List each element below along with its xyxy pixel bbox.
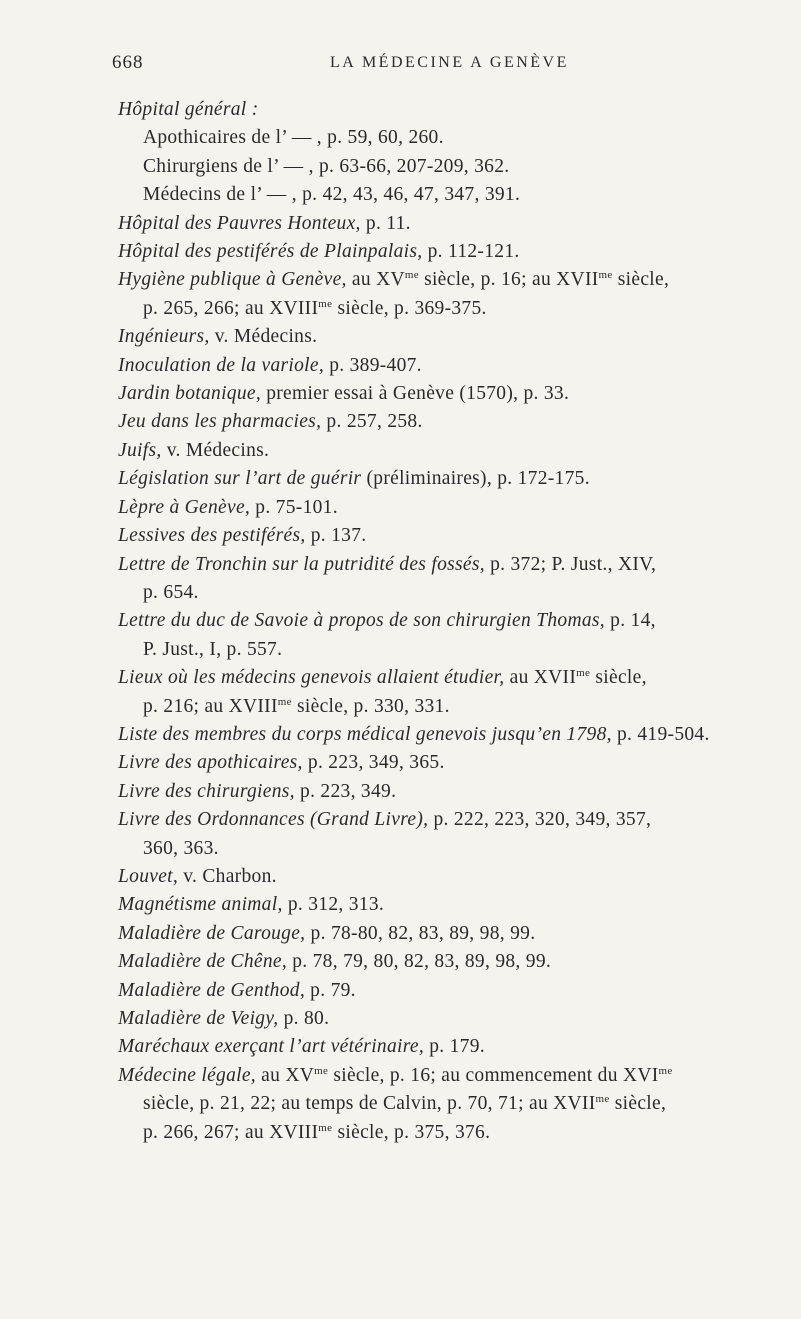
page-number: 668: [112, 52, 144, 73]
index-entry: [118, 607, 768, 664]
index-subentry: [118, 181, 768, 209]
index-entry: [118, 948, 768, 976]
index-entry: [118, 920, 768, 948]
index-entry: [118, 465, 768, 493]
index-entry: [118, 551, 768, 608]
index-entry: [118, 437, 768, 465]
index-entry: [118, 210, 768, 238]
index-entry: [118, 494, 768, 522]
entry-heading: Inoculation de la variole,: [118, 354, 325, 376]
entry-heading: Jardin botanique,: [118, 383, 262, 405]
entry-references: p. 312, 313.: [282, 894, 385, 916]
entry-heading: Maladière de Chêne,: [118, 951, 288, 973]
entry-heading: Lettre de Tronchin sur la putridité des fossés,: [118, 553, 485, 575]
index-subentry: [118, 153, 768, 181]
entry-references: p. 389-407.: [324, 354, 422, 376]
entry-heading: Hôpital des Pauvres Honteux,: [118, 212, 361, 234]
entry-references: p. 179.: [424, 1036, 485, 1058]
running-title: LA MÉDECINE A GENÈVE: [330, 54, 569, 71]
entry-references: p. 11.: [360, 212, 411, 234]
entry-heading: Juifs,: [118, 439, 162, 461]
entry-heading: Magnétisme animal,: [118, 894, 283, 916]
entry-continuation: p. 266, 267; au $XVIII^{me}$ siècle, p. 375, 376.: [143, 1121, 491, 1143]
entry-heading: Législation sur l’art de guérir: [118, 468, 362, 490]
page-header: [112, 52, 752, 76]
index-entry: [118, 977, 768, 1005]
entry-continuation: siècle, p. 21, 22; au temps de Calvin, p. 70, 71; au $XVII^{me}$ siècle,: [143, 1093, 667, 1115]
index-entry: [118, 380, 768, 408]
entry-heading: Lieux où les médecins genevois allaient étudier,: [118, 667, 505, 689]
index-entries: [118, 96, 768, 1147]
entry-references: p. 257, 258.: [321, 411, 423, 433]
subentry-text: Chirurgiens de l’ — , p. 63-66, 207-209, 362.: [143, 155, 510, 177]
index-entry: [118, 664, 768, 721]
entry-heading: Médecine légale,: [118, 1064, 256, 1086]
entry-heading: Hygiène publique à Genève,: [118, 269, 347, 291]
index-entry: [118, 352, 768, 380]
entry-heading: Lettre du duc de Savoie à propos de son chirurgien Thomas,: [118, 610, 605, 632]
entry-heading: Jeu dans les pharmacies,: [118, 411, 322, 433]
index-entry: [118, 1033, 768, 1061]
entry-references: p. 372; P. Just., XIV,: [484, 553, 657, 575]
entry-references: p. 419-504.: [611, 723, 710, 745]
entry-references: p. 14,: [604, 610, 656, 632]
entry-references: au $XVII^{me}$ siècle,: [504, 667, 647, 689]
index-entry: [118, 863, 768, 891]
entry-heading: Hôpital général :: [118, 99, 259, 120]
index-entry: [118, 522, 768, 550]
entry-continuation: p. 265, 266; au $XVIII^{me}$ siècle, p. 369-375.: [143, 297, 487, 319]
entry-references: p. 137.: [305, 525, 367, 547]
index-entry: [118, 323, 768, 351]
entry-continuation: p. 216; au $XVIII^{me}$ siècle, p. 330, 331.: [143, 695, 450, 717]
entry-continuation: p. 654.: [143, 581, 199, 603]
index-entry: [118, 778, 768, 806]
index-entry: [118, 408, 768, 436]
index-entry: [118, 238, 768, 266]
entry-heading: Maladière de Veigy,: [118, 1008, 279, 1029]
entry-references: au $XV^{me}$ siècle, p. 16; au commencement du $XVI^{me}$: [255, 1064, 673, 1086]
index-entry: [118, 96, 768, 124]
index-entry: [118, 1062, 768, 1147]
entry-references: p. 75-101.: [250, 496, 338, 518]
entry-continuation: 360, 363.: [143, 837, 219, 859]
entry-heading: Hôpital des pestiférés de Plainpalais,: [118, 241, 423, 263]
entry-references: premier essai à Genève (1570), p. 33.: [261, 383, 570, 405]
index-entry: [118, 806, 768, 863]
entry-references: v. Médecins.: [161, 439, 270, 461]
entry-heading: Livre des chirurgiens,: [118, 780, 295, 802]
entry-references: p. 80.: [278, 1008, 330, 1029]
entry-continuation: P. Just., I, p. 557.: [143, 638, 283, 660]
entry-references: p. 112-121.: [422, 241, 520, 263]
entry-references: v. Médecins.: [209, 326, 318, 348]
entry-heading: Lessives des pestiférés,: [118, 525, 306, 547]
entry-references: v. Charbon.: [178, 865, 277, 887]
entry-heading: Maréchaux exerçant l’art vétérinaire,: [118, 1036, 425, 1058]
entry-heading: Louvet,: [118, 865, 179, 887]
entry-references: p. 223, 349, 365.: [302, 752, 445, 774]
index-entry: [118, 1005, 768, 1033]
entry-heading: Maladière de Genthod,: [118, 979, 305, 1001]
entry-references: p. 78, 79, 80, 82, 83, 89, 98, 99.: [287, 951, 552, 973]
entry-heading: Maladière de Carouge,: [118, 922, 306, 944]
entry-heading: Livre des apothicaires,: [118, 752, 303, 774]
entry-references: p. 222, 223, 320, 349, 357,: [428, 809, 652, 831]
entry-references: au $XV^{me}$ siècle, p. 16; au $XVII^{me}$ siècle,: [346, 269, 670, 291]
index-entry: [118, 891, 768, 919]
index-entry: [118, 749, 768, 777]
entry-heading: Livre des Ordonnances (Grand Livre),: [118, 809, 429, 831]
entry-references: p. 79.: [305, 979, 356, 1001]
entry-references: p. 78-80, 82, 83, 89, 98, 99.: [305, 922, 536, 944]
index-subentry: [118, 124, 768, 152]
entry-references: (préliminaires), p. 172-175.: [361, 468, 590, 490]
entry-heading: Liste des membres du corps médical genevois jusqu’en 1798,: [118, 723, 612, 745]
entry-heading: Ingénieurs,: [118, 326, 210, 348]
subentry-text: Apothicaires de l’ — , p. 59, 60, 260.: [143, 127, 444, 149]
entry-references: p. 223, 349.: [294, 780, 397, 802]
index-entry: [118, 721, 768, 749]
subentry-text: Médecins de l’ — , p. 42, 43, 46, 47, 347, 391.: [143, 184, 521, 206]
entry-heading: Lèpre à Genève,: [118, 496, 251, 518]
index-entry: [118, 266, 768, 323]
